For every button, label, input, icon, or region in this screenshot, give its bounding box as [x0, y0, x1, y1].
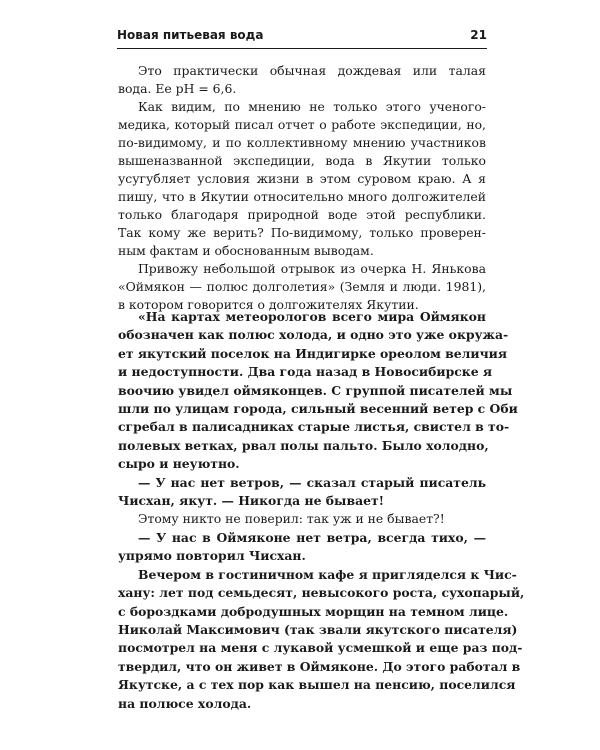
quoted-excerpt	[118, 308, 525, 713]
text-line: ет якутский поселок на Индигирке ореолом величия	[118, 345, 508, 361]
header-rule	[117, 48, 487, 49]
text-line: только благодаря природной воде этой республики.	[118, 207, 486, 222]
text-line: твердил, что он живет в Оймяконе. До этого работал в	[118, 658, 521, 674]
text-line: пишу, что в Якутии относительно много долгожителей	[118, 189, 486, 204]
text-line: шли по улицам города, сильный весенний ветер с Оби	[118, 401, 518, 417]
text-line: Это практически обычная дождевая или талая	[138, 63, 486, 78]
text-line: Как видим, по мнению не только этого ученого-	[138, 99, 486, 114]
text-line: ным фактам и обоснованным выводам.	[118, 243, 374, 258]
text-line: Николай Максимович (так звали якутского писателя)	[118, 621, 518, 637]
text-line: в котором говорится о долгожителях Якутии.	[118, 297, 419, 312]
quote-paragraph	[118, 566, 525, 713]
text-line: Якутске, а с тех пор как вышел на пенсию, поселился	[118, 677, 516, 693]
text-line: упрямо повторил Чисхан.	[118, 548, 306, 564]
text-line: вышеназванной экспедиции, вода в Якутии только	[118, 153, 486, 168]
text-line: медика, который писал отчет о работе экспедиции, но,	[118, 117, 486, 132]
text-line: «Оймякон — полюс долголетия» (Земля и люди. 1981),	[118, 279, 486, 294]
text-line: Так кому же верить? По-видимому, только проверен-	[118, 225, 486, 240]
page-number: 21	[470, 28, 487, 42]
running-header	[117, 27, 487, 43]
text-line: хану: лет под семьдесят, невысокого роста, сухопарый,	[118, 585, 525, 601]
text-line: обозначен как полюс холода, и одно это уже окружа-	[118, 327, 509, 343]
text-line: на полюсе холода.	[118, 695, 252, 711]
paragraph	[118, 260, 486, 314]
chapter-title: Новая питьевая вода	[117, 28, 264, 42]
text-line: усугубляет условия жизни в этом суровом краю. А я	[118, 171, 486, 186]
text-line: посмотрел на меня с лукавой усмешкой и еще раз под-	[118, 640, 523, 656]
text-line: полевых ветках, рвал полы пальто. Было холодно,	[118, 437, 489, 453]
text-line: — У нас в Оймяконе нет ветра, всегда тихо, —	[138, 529, 486, 545]
text-line: Этому никто не поверил: так уж и не бывает?!	[138, 511, 445, 527]
main-text	[118, 62, 486, 314]
text-line: «На картах метеорологов всего мира Оймякон	[138, 309, 486, 324]
text-line: Привожу небольшой отрывок из очерка Н. Янькова	[138, 261, 486, 276]
text-line: вода. Ее pH = 6,6.	[118, 81, 237, 96]
text-line: и недоступности. Два года назад в Новосибирске я	[118, 364, 493, 380]
quote-paragraph	[118, 474, 486, 511]
paragraph	[118, 98, 486, 260]
text-line: — У нас нет ветров, — сказал старый писатель	[138, 474, 486, 490]
text-line: сыро и неуютно.	[118, 456, 240, 472]
text-line: с бороздками добродушных морщин на темном лице.	[118, 603, 509, 619]
quote-paragraph	[118, 308, 518, 474]
text-line: по-видимому, и по коллективному мнению участников	[118, 135, 486, 150]
quote-paragraph	[118, 510, 486, 528]
paragraph	[118, 62, 486, 98]
text-line: Вечером в гостиничном кафе я пригляделся к Чис-	[138, 566, 517, 582]
text-line: Чисхан, якут. — Никогда не бывает!	[118, 493, 385, 509]
text-line: сгребал в палисадниках старые листья, свистел в то-	[118, 419, 510, 435]
quote-paragraph	[118, 529, 486, 566]
text-line: воочию увидел оймяконцев. С группой писателей мы	[118, 382, 513, 398]
